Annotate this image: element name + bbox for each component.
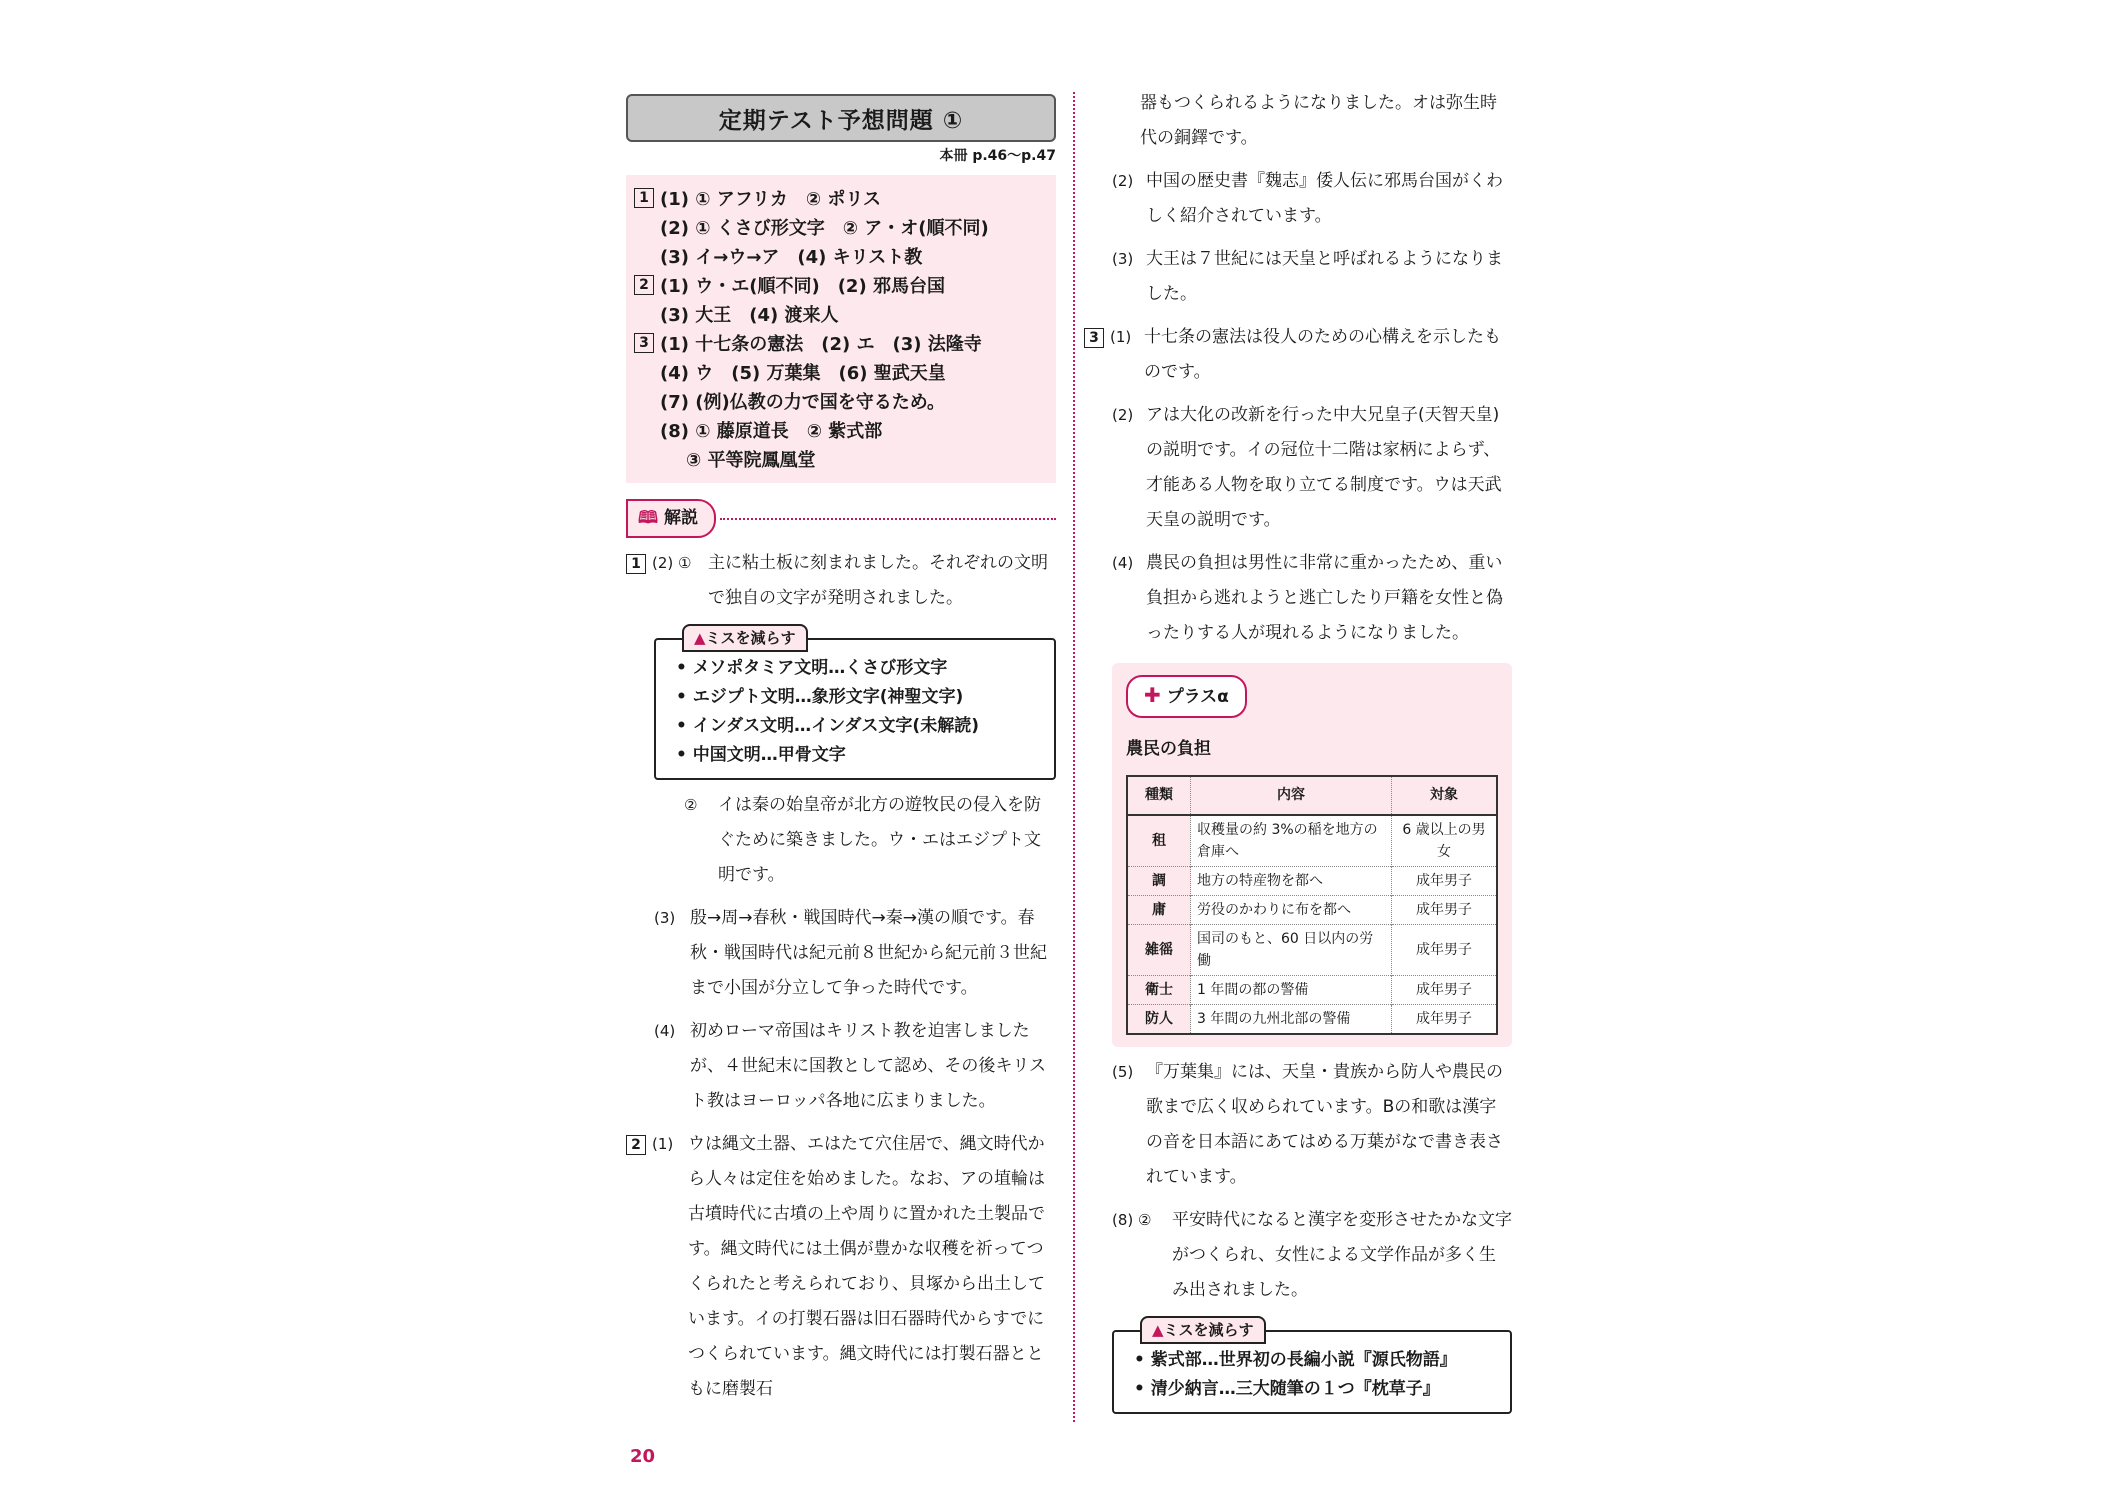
- table-cell: 調: [1127, 867, 1191, 896]
- table-row: [1127, 1005, 1497, 1035]
- explanation-label: (4): [654, 1022, 676, 1040]
- table-row: [1127, 815, 1497, 867]
- explanation-item: [1112, 398, 1512, 538]
- miss-item: • メソポタミア文明…くさび形文字: [676, 658, 948, 678]
- table-row: [1127, 925, 1497, 976]
- answer-line: (1) 十七条の憲法 (2) エ (3) 法隆寺: [660, 333, 982, 355]
- table-cell: 成年男子: [1392, 1005, 1498, 1035]
- explanation-item: [1112, 546, 1512, 651]
- explanation-item: [1112, 164, 1512, 234]
- plus-alpha-box: [1112, 663, 1512, 1047]
- table-cell: 1 年間の都の警備: [1191, 976, 1392, 1005]
- table-cell: 成年男子: [1392, 896, 1498, 925]
- explanation-item: [1084, 320, 1512, 390]
- table-cell: 防人: [1127, 1005, 1191, 1035]
- question-number-box: 1: [626, 554, 646, 574]
- plus-icon: ✚: [1144, 683, 1161, 707]
- explanation-item: [626, 901, 1056, 1006]
- answer-line: (3) イ→ウ→ア (4) キリスト教: [660, 246, 923, 268]
- explanation-text: 農民の負担は男性に非常に重かったため、重い負担から逃れようと逃亡したり戸籍を女性と偽ったりする人が現れるようになりました。: [1146, 553, 1503, 643]
- explanation-text: 大王は７世紀には天皇と呼ばれるようになりました。: [1146, 249, 1503, 304]
- explanation-text: アは大化の改新を行った中大兄皇子(天智天皇)の説明です。イの冠位十二階は家柄によらず、才能ある人物を取り立てる制度です。ウは天武天皇の説明です。: [1146, 405, 1502, 530]
- table-cell: 庸: [1127, 896, 1191, 925]
- book-icon: 🕮: [638, 508, 659, 528]
- explanations-left: [626, 546, 1056, 1407]
- miss-item: • インダス文明…インダス文字(未解読): [676, 716, 979, 736]
- page-number: 20: [630, 1446, 656, 1467]
- miss-item: • 中国文明…甲骨文字: [676, 745, 846, 765]
- explanation-text: イは秦の始皇帝が北方の遊牧民の侵入を防ぐために築きました。ウ・エはエジプト文明です。: [718, 795, 1041, 885]
- explanation-text: 平安時代になると漢字を変形させたかな文字がつくられ、女性による文学作品が多く生み出されました。: [1172, 1210, 1512, 1300]
- miss-item: • 清少納言…三大随筆の１つ『枕草子』: [1134, 1379, 1440, 1399]
- warning-icon: ▲: [694, 629, 706, 647]
- miss-label: ミスを減らす: [705, 629, 796, 647]
- explanation-label: (5): [1112, 1063, 1134, 1081]
- right-column: [1089, 86, 1512, 1414]
- explanation-label: (2) ①: [652, 554, 692, 572]
- kaisetsu-tab: [626, 499, 716, 538]
- kaisetsu-header: [626, 499, 1056, 538]
- table-cell: 地方の特産物を都へ: [1191, 867, 1392, 896]
- question-number-box: 3: [1084, 328, 1104, 348]
- answer-line: (2) ① くさび形文字 ② ア・オ(順不同): [660, 217, 989, 239]
- explanation-text: 中国の歴史書『魏志』倭人伝に邪馬台国がくわしく紹介されています。: [1146, 171, 1503, 226]
- table-row: [1127, 896, 1497, 925]
- table-cell: 租: [1127, 815, 1191, 867]
- plus-alpha-label: プラスα: [1166, 687, 1229, 707]
- explanation-label: (1): [652, 1135, 674, 1153]
- miss-box: [654, 629, 1056, 780]
- explanation-item: [626, 788, 1056, 893]
- miss-label: ミスを減らす: [1163, 1321, 1254, 1339]
- table-cell: 国司のもと、60 日以内の労働: [1191, 925, 1392, 976]
- table-row: [1127, 867, 1497, 896]
- table-header: 種類: [1127, 776, 1191, 815]
- explanation-label: (1): [1110, 328, 1132, 346]
- explanation-item: [1112, 1203, 1512, 1308]
- miss-tab: [682, 624, 808, 652]
- explanation-text: ウは縄文土器、エはたて穴住居で、縄文時代から人々は定住を始めました。なお、アの埴輪は古墳時代に古墳の上や周りに置かれた土製品です。縄文時代には土偶が豊かな収穫を祈ってつくられたと考えられており、貝塚から出土しています。イの打製石器は旧石器時代からすでにつくられています。縄文時代には打製石器とともに磨製石: [688, 1134, 1045, 1399]
- miss-tab: [1140, 1316, 1266, 1344]
- table-cell: 6 歳以上の男女: [1392, 815, 1498, 867]
- explanation-text: 初めローマ帝国はキリスト教を迫害しましたが、４世紀末に国教として認め、その後キリスト教はヨーロッパ各地に広まりました。: [690, 1021, 1046, 1111]
- plus-alpha-title: 農民の負担: [1126, 739, 1211, 759]
- answer-line: ③ 平等院鳳凰堂: [686, 449, 816, 471]
- plus-alpha-tab: [1126, 675, 1247, 718]
- page-title: 定期テスト予想問題 ①: [626, 94, 1056, 142]
- question-number-box: 2: [634, 275, 654, 295]
- explanation-text: 器もつくられるようになりました。オは弥生時代の銅鐸です。: [1140, 93, 1497, 148]
- answer-box: [626, 175, 1056, 483]
- explanation-item: [1112, 242, 1512, 312]
- answer-line: (8) ① 藤原道長 ② 紫式部: [660, 420, 883, 442]
- explanation-label: (2): [1112, 406, 1134, 424]
- explanation-text: 『万葉集』には、天皇・貴族から防人や農民の歌まで広く収められています。Bの和歌は漢字の音を日本語にあてはめる万葉がなで書き表されています。: [1146, 1062, 1503, 1187]
- table-header: 内容: [1191, 776, 1392, 815]
- explanation-text: 殷→周→春秋・戦国時代→秦→漢の順です。春秋・戦国時代は紀元前８世紀から紀元前３世紀まで小国が分立して争った時代です。: [690, 908, 1047, 998]
- table-cell: 雑徭: [1127, 925, 1191, 976]
- explanation-item: [626, 1127, 1056, 1407]
- explanation-label: (3): [1112, 250, 1134, 268]
- explanation-label: (2): [1112, 172, 1134, 190]
- miss-item: • 紫式部…世界初の長編小説『源氏物語』: [1134, 1350, 1457, 1370]
- left-column: [626, 94, 1056, 1407]
- answer-line: (7) (例)仏教の力で国を守るため。: [660, 391, 945, 413]
- question-number-box: 1: [634, 188, 654, 208]
- explanation-label: (4): [1112, 554, 1134, 572]
- table-cell: 成年男子: [1392, 867, 1498, 896]
- question-number-box: 3: [634, 333, 654, 353]
- explanation-item: [626, 1014, 1056, 1119]
- table-cell: 成年男子: [1392, 925, 1498, 976]
- explanations-right: [1089, 86, 1512, 1414]
- miss-box: [1112, 1321, 1512, 1414]
- explanation-label: (3): [654, 909, 676, 927]
- table-cell: 収穫量の約 3%の稲を地方の倉庫へ: [1191, 815, 1392, 867]
- answer-line: (3) 大王 (4) 渡来人: [660, 304, 839, 326]
- answer-line: (1) ① アフリカ ② ポリス: [660, 188, 881, 210]
- page-reference: 本冊 p.46〜p.47: [939, 148, 1056, 164]
- warning-icon: ▲: [1152, 1321, 1164, 1339]
- kaisetsu-label: 解説: [663, 508, 698, 528]
- table-cell: 成年男子: [1392, 976, 1498, 1005]
- column-divider: [1073, 92, 1075, 1422]
- explanation-text: 主に粘土板に刻まれました。それぞれの文明で独自の文字が発明されました。: [708, 553, 1048, 608]
- table-cell: 3 年間の九州北部の警備: [1191, 1005, 1392, 1035]
- explanation-item: [1112, 86, 1512, 156]
- explanation-label: ②: [684, 796, 698, 814]
- question-number-box: 2: [626, 1135, 646, 1155]
- explanation-item: [626, 546, 1056, 616]
- table-cell: 衛士: [1127, 976, 1191, 1005]
- table-cell: 労役のかわりに布を都へ: [1191, 896, 1392, 925]
- answer-line: (4) ウ (5) 万葉集 (6) 聖武天皇: [660, 362, 946, 384]
- burden-table: [1126, 775, 1498, 1035]
- explanation-item: [1112, 1055, 1512, 1195]
- answer-line: (1) ウ・エ(順不同) (2) 邪馬台国: [660, 275, 945, 297]
- table-row: [1127, 976, 1497, 1005]
- explanation-text: 十七条の憲法は役人のための心構えを示したものです。: [1144, 327, 1501, 382]
- table-header: 対象: [1392, 776, 1498, 815]
- miss-item: • エジプト文明…象形文字(神聖文字): [676, 687, 964, 707]
- explanation-label: (8) ②: [1112, 1211, 1152, 1229]
